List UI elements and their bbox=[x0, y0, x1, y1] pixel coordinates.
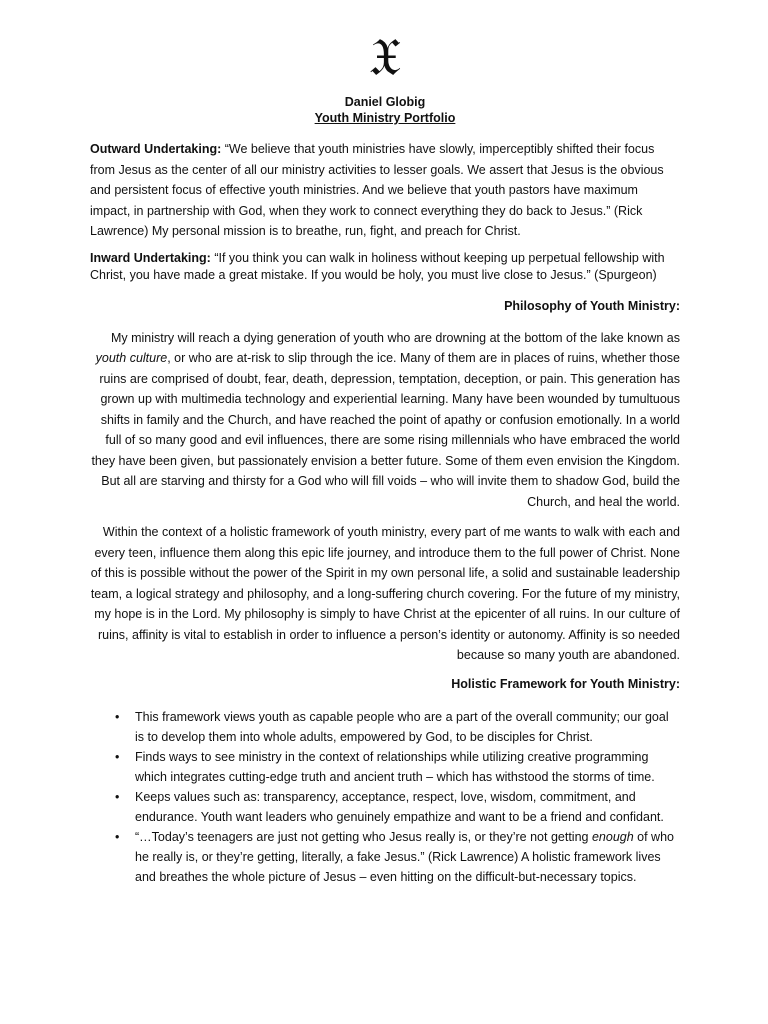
framework-bullet-list bbox=[90, 707, 680, 887]
list-item bbox=[115, 707, 680, 747]
outward-label: Outward Undertaking: bbox=[90, 142, 222, 156]
philosophy-p1-after: , or who are at-risk to slip through the ice. Many of them are in places of ruins, whether those ruins are comprised of doubt, fear, death, depression, temptation, deception, or pain. This generation has grown up with multimedia technology and experiential learning. Many have been wounded by tumultuous shifts in family and the Church, and have reached the point of apathy or confusion emotionally. In a world full of so many good and evil influences, there are some rising millennials who have embraced the world they have been given, but passionately envision a better future. Some of them even envision the Kingdom. But all are starving and thirsty for a God who will fill voids – who will invite them to shadow God, build the Church, and heal the world. bbox=[91, 351, 680, 509]
inward-undertaking bbox=[90, 250, 680, 284]
bullet-text: Finds ways to see ministry in the context of relationships while utilizing creative programming which integrates cutting-edge truth and ancient truth – which has withstood the storms of time. bbox=[135, 749, 655, 784]
bullet-4-before: “…Today’s teenagers are just not getting who Jesus really is, or they’re not getting bbox=[135, 829, 592, 844]
framework-heading: Holistic Framework for Youth Ministry: bbox=[451, 676, 680, 691]
bullet-text: This framework views youth as capable people who are a part of the overall community; our goal is to develop them into whole adults, empowered by God, to be disciples for Christ. bbox=[135, 709, 669, 744]
philosophy-heading: Philosophy of Youth Ministry: bbox=[504, 298, 680, 313]
bullet-icon: • bbox=[115, 709, 120, 724]
author-name: Daniel Globig bbox=[344, 95, 426, 109]
bullet-4-italic: enough bbox=[591, 829, 634, 844]
bullet-text: Keeps values such as: transparency, acceptance, respect, love, wisdom, commitment, and endurance. Youth want leaders who genuinely empathize and want to be a friend and confidant. bbox=[135, 789, 664, 824]
bullet-icon: • bbox=[115, 829, 120, 844]
outward-undertaking bbox=[90, 139, 680, 242]
document-title: Youth Ministry Portfolio bbox=[314, 111, 456, 125]
bullet-icon: • bbox=[115, 749, 120, 764]
logo-glyph: 𝔛 bbox=[369, 28, 401, 88]
list-item bbox=[115, 747, 680, 787]
philosophy-p1-before: My ministry will reach a dying generation of youth who are drowning at the bottom of the lake known as bbox=[110, 330, 680, 345]
inward-label: Inward Undertaking: bbox=[90, 250, 211, 265]
philosophy-paragraph-2: Within the context of a holistic framework of youth ministry, every part of me wants to walk with each and every teen, influence them along this epic life journey, and introduce them to the full power of Christ. None of this is possible without the power of the Spirit in my own personal life, a solid and sustainable leadership team, a logical strategy and philosophy, and a long-suffering church covering. For the future of my ministry, my hope is in the Lord. My philosophy is simply to have Christ at the epicenter of all ruins. In our culture of ruins, affinity is vital to establish in order to influence a person’s identity or autonomy. Affinity is so needed because so many youth are abandoned. bbox=[90, 525, 680, 662]
inward-text: “If you think you can walk in holiness without keeping up perpetual fellowship with Christ, you have made a great mistake. If you would be holy, you must live close to Jesus.” (Spurgeon) bbox=[90, 250, 665, 282]
philosophy-p1-italic: youth culture bbox=[95, 351, 168, 365]
list-item bbox=[115, 787, 680, 827]
list-item bbox=[115, 827, 680, 887]
bullet-icon: • bbox=[115, 789, 120, 804]
outward-text: “We believe that youth ministries have slowly, imperceptibly shifted their focus from Jesus as the center of all our ministry activities to lesser goals. We assert that Jesus is the obvious and persistent focus of effective youth ministries. And we believe that youth pastors have maximum impact, in partnership with God, when they work to connect everything they do back to Jesus.” (Rick Lawrence) My personal mission is to breathe, run, fight, and preach for Christ. bbox=[90, 142, 664, 238]
bullet-4-after: of who he really is, or they’re getting, literally, a fake Jesus.” (Rick Lawrence) A holistic framework lives and breathes the whole picture of Jesus – even hitting on the difficult-but-necessary topics. bbox=[135, 829, 674, 884]
document-page bbox=[90, 28, 680, 887]
philosophy-paragraph-1 bbox=[90, 328, 680, 513]
